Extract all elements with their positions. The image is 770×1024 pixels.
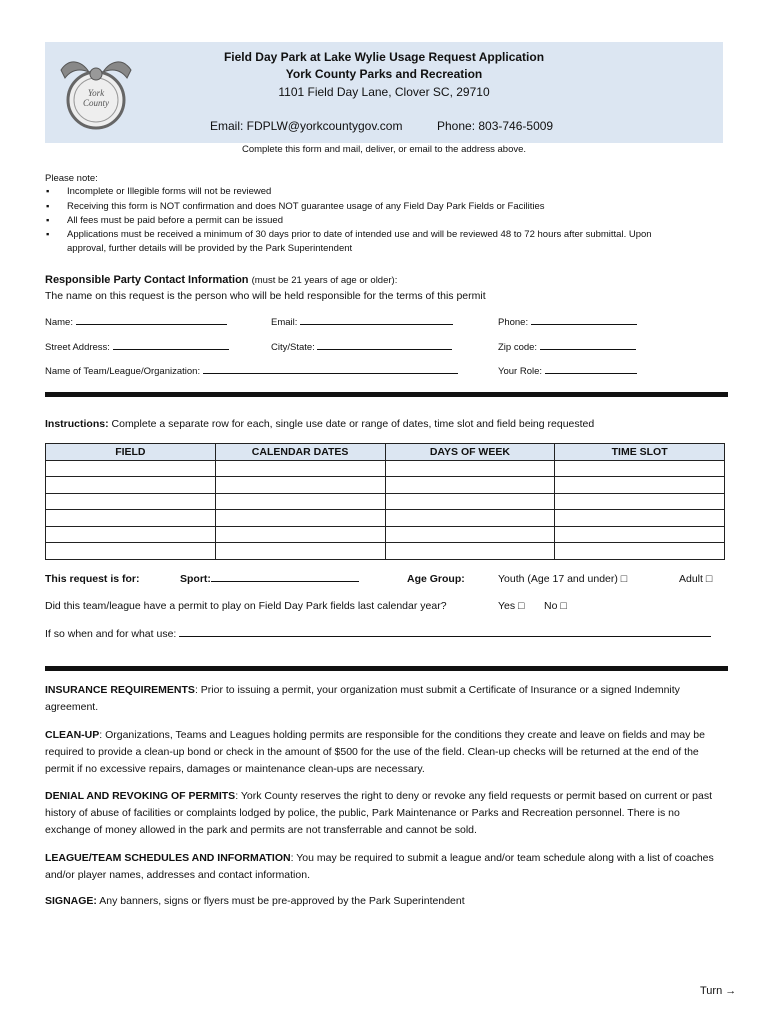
- youth-checkbox[interactable]: Youth (Age 17 and under) □: [498, 573, 628, 585]
- phone-contact: Phone: 803-746-5009: [437, 119, 554, 133]
- sport-field[interactable]: Sport:: [180, 573, 359, 585]
- note-item-continued: approval, further details will be provided by the Park Superintendent: [67, 243, 353, 254]
- table-row[interactable]: [46, 526, 725, 543]
- note-item: ▪ Receiving this form is NOT confirmation and does NOT guarantee usage of any Field Day Park Fields or Facilities: [46, 201, 545, 212]
- contact-subheading: The name on this request is the person who will be held responsible for the terms of this permit: [45, 290, 486, 302]
- table-header-row: [46, 444, 725, 461]
- city-state-field[interactable]: City/State:: [271, 342, 452, 353]
- notes-heading: Please note:: [45, 173, 98, 184]
- col-field: FIELD: [46, 444, 216, 461]
- table-row[interactable]: [46, 477, 725, 494]
- adult-checkbox[interactable]: Adult □: [679, 573, 713, 585]
- email-field[interactable]: Email:: [271, 317, 453, 328]
- table-row[interactable]: [46, 460, 725, 477]
- team-name-field[interactable]: Name of Team/League/Organization:: [45, 366, 458, 377]
- no-checkbox[interactable]: No □: [544, 600, 567, 612]
- age-group-label: Age Group:: [407, 573, 465, 585]
- col-time-slot: TIME SLOT: [555, 444, 725, 461]
- denial-paragraph: DENIAL AND REVOKING OF PERMITS: York County reserves the right to deny or revoke any field requests or permit based on current or past history of abuse of facilities or complaints lodged by police, the public, Park Maintenance or Parks and Recreation personnel. There is no exchange of money allowed in the park and permits are not transferrable and cannot be sold.: [45, 790, 713, 836]
- section-divider: [45, 392, 728, 397]
- col-calendar-dates: CALENDAR DATES: [215, 444, 385, 461]
- if-so-field[interactable]: If so when and for what use:: [45, 628, 711, 640]
- svg-text:County: County: [83, 98, 109, 108]
- role-field[interactable]: Your Role:: [498, 366, 637, 377]
- league-schedule-paragraph: LEAGUE/TEAM SCHEDULES AND INFORMATION: You may be required to submit a league and/or team schedule along with a list of coaches and/or player names, addresses and contact information.: [45, 852, 714, 881]
- yes-checkbox[interactable]: Yes □: [498, 600, 525, 612]
- instructions-text: Instructions: Complete a separate row for each, single use date or range of dates, time slot and field being requested: [45, 418, 595, 430]
- table-row[interactable]: [46, 493, 725, 510]
- phone-field[interactable]: Phone:: [498, 317, 637, 328]
- cleanup-paragraph: CLEAN-UP: Organizations, Teams and Leagues holding permits are responsible for the conditions they create and leave on fields and may be required to provide a clean-up bond or check in the amount of $500 for the use of the field. Clean-up checks will be returned at the end of the permit if no excessive repairs, damages or maintenance clean-ups are necessary.: [45, 729, 705, 775]
- email-contact: Email: FDPLW@yorkcountygov.com: [210, 119, 403, 133]
- contact-heading: Responsible Party Contact Information (must be 21 years of age or older):: [45, 274, 398, 286]
- org-address: 1101 Field Day Lane, Clover SC, 29710: [278, 85, 490, 99]
- form-title: Field Day Park at Lake Wylie Usage Request Application: [223, 50, 545, 64]
- svg-text:York: York: [87, 88, 105, 98]
- insurance-paragraph: INSURANCE REQUIREMENTS: Prior to issuing a permit, your organization must submit a Certificate of Insurance or a signed Indemnity agreement.: [45, 684, 680, 713]
- zip-code-field[interactable]: Zip code:: [498, 342, 636, 353]
- field-request-table: [45, 443, 725, 560]
- table-row[interactable]: [46, 510, 725, 527]
- form-instruction: Complete this form and mail, deliver, or email to the address above.: [241, 144, 527, 155]
- turn-page-indicator: Turn →: [700, 985, 737, 997]
- org-name: York County Parks and Recreation: [285, 67, 483, 81]
- street-address-field[interactable]: Street Address:: [45, 342, 229, 353]
- permit-question: Did this team/league have a permit to play on Field Day Park fields last calendar year?: [45, 600, 447, 612]
- note-item: ▪ All fees must be paid before a permit can be issued: [46, 215, 283, 226]
- request-for-label: This request is for:: [45, 573, 140, 585]
- note-item: ▪ Applications must be received a minimum of 30 days prior to date of intended use and will be reviewed 48 to 72 hours after submittal. Upon: [46, 229, 652, 240]
- signage-paragraph: SIGNAGE: Any banners, signs or flyers must be pre-approved by the Park Superintendent: [45, 895, 465, 907]
- col-days-of-week: DAYS OF WEEK: [385, 444, 555, 461]
- note-item: ▪ Incomplete or Illegible forms will not be reviewed: [46, 186, 272, 197]
- table-row[interactable]: [46, 543, 725, 560]
- section-divider: [45, 666, 728, 671]
- name-field[interactable]: Name:: [45, 317, 227, 328]
